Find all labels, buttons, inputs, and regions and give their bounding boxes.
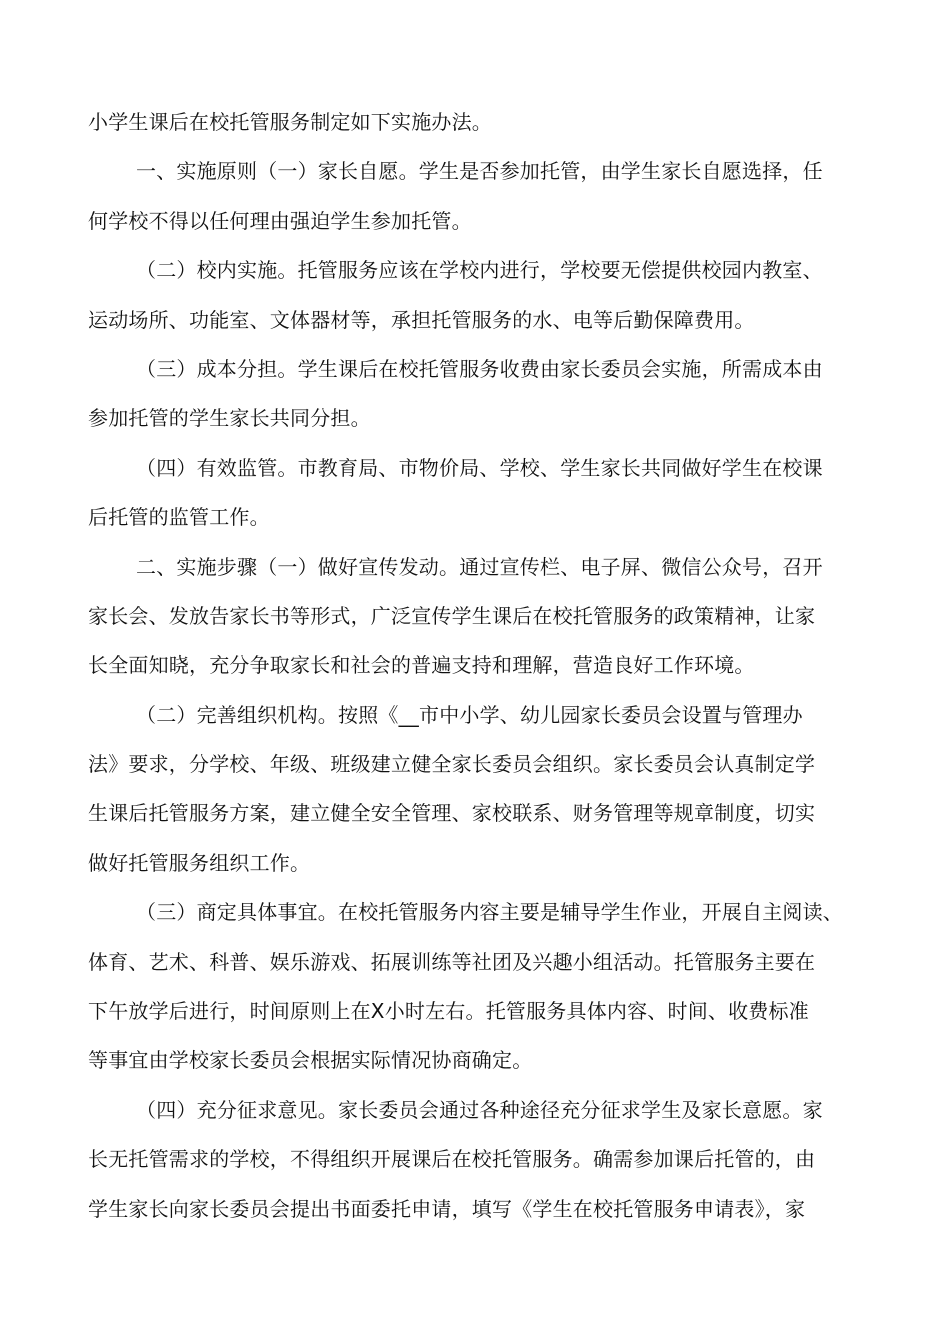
text-line: （四）有效监管。市教育局、市物价局、学校、学生家长共同做好学生在校课 [136, 455, 823, 480]
text-line: 家长会、发放告家长书等形式，广泛宣传学生课后在校托管服务的政策精神，让家 [88, 603, 816, 628]
text-line: 长无托管需求的学校，不得组织开展课后在校托管服务。确需参加课后托管的，由 [88, 1147, 816, 1172]
text-line: 体育、艺术、科普、娱乐游戏、拓展训练等社团及兴趣小组活动。托管服务主要在 [88, 949, 816, 974]
text-line: （三）成本分担。学生课后在校托管服务收费由家长委员会实施，所需成本由 [136, 356, 823, 381]
text-line: （二）校内实施。托管服务应该在学校内进行，学校要无偿提供校园内教室、 [136, 258, 823, 283]
text-line: （四）充分征求意见。家长委员会通过各种途径充分征求学生及家长意愿。家 [136, 1097, 823, 1122]
text-line: 参加托管的学生家长共同分担。 [88, 406, 371, 431]
text-line: 二、实施步骤（一）做好宣传发动。通过宣传栏、电子屏、微信公众号，召开 [136, 554, 823, 579]
text-line: 小学生课后在校托管服务制定如下实施办法。 [88, 110, 492, 134]
text-line: 下午放学后进行，时间原则上在X小时左右。托管服务具体内容、时间、收费标准 [88, 999, 809, 1024]
text-line: 做好托管服务组织工作。 [88, 850, 311, 875]
text-line: 一、实施原则（一）家长自愿。学生是否参加托管，由学生家长自愿选择，任 [136, 159, 823, 184]
text-line: （二）完善组织机构。按照《__市中小学、幼儿园家长委员会设置与管理办 [136, 702, 803, 727]
text-line: 运动场所、功能室、文体器材等，承担托管服务的水、电等后勤保障费用。 [88, 307, 755, 332]
text-line: 法》要求，分学校、年级、班级建立健全家长委员会组织。家长委员会认真制定学 [88, 752, 816, 777]
text-line: （三）商定具体事宜。在校托管服务内容主要是辅导学生作业，开展自主阅读、 [136, 900, 843, 925]
text-line: 何学校不得以任何理由强迫学生参加托管。 [88, 208, 472, 233]
document-body [88, 98, 863, 1234]
text-line: 长全面知晓，充分争取家长和社会的普遍支持和理解，营造良好工作环境。 [88, 653, 755, 678]
text-line: 学生家长向家长委员会提出书面委托申请，填写《学生在校托管服务申请表》，家 [88, 1196, 806, 1221]
text-line: 后托管的监管工作。 [88, 505, 270, 530]
text-line: 生课后托管服务方案，建立健全安全管理、家校联系、财务管理等规章制度，切实 [88, 801, 816, 826]
text-line: 等事宜由学校家长委员会根据实际情况协商确定。 [88, 1048, 533, 1073]
